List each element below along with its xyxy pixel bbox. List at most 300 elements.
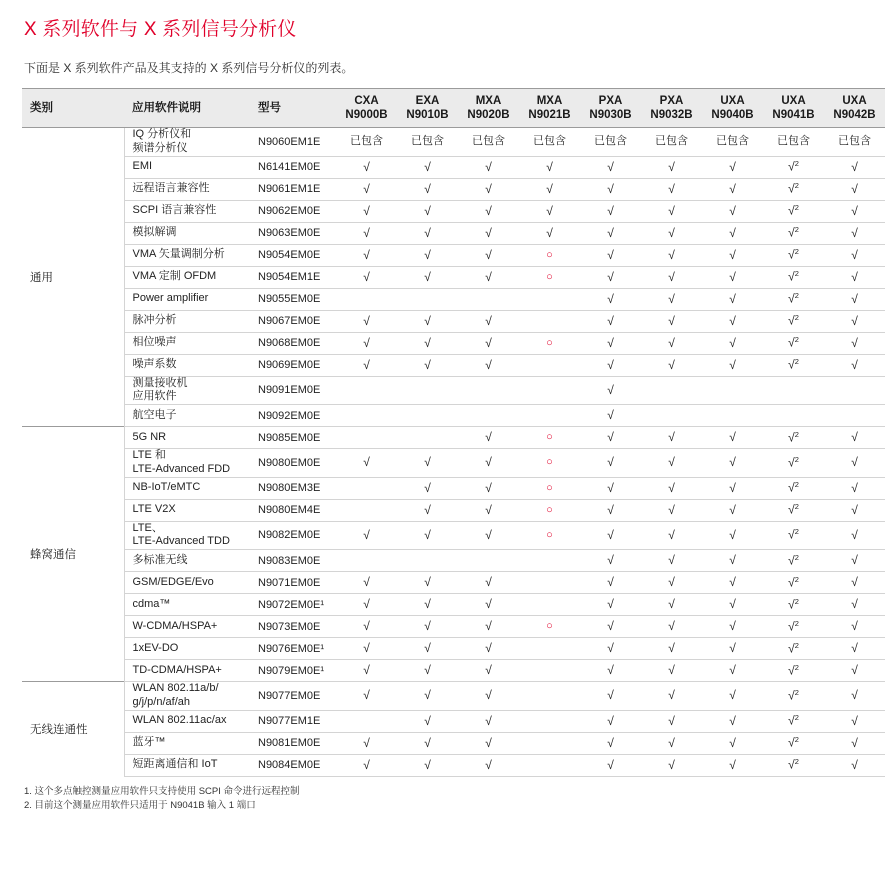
footnote-marker: 2	[794, 527, 799, 537]
support-cell	[824, 594, 885, 616]
support-cell	[580, 288, 641, 310]
footnote-marker: 2	[794, 313, 799, 323]
table-row	[22, 200, 885, 222]
support-cell	[702, 449, 763, 478]
support-cell	[763, 376, 824, 405]
instrument-family-5: PXA	[659, 94, 684, 107]
column-header-instrument-5	[641, 89, 702, 128]
check-icon: √	[424, 480, 431, 495]
check-icon: √	[424, 641, 431, 655]
check-icon: √	[788, 502, 795, 517]
support-cell	[336, 616, 397, 638]
included-label: 已包含	[472, 135, 505, 148]
column-header-model: 型号	[250, 89, 336, 128]
check-icon: √	[424, 619, 431, 633]
support-cell	[641, 405, 702, 427]
table-row	[22, 156, 885, 178]
support-cell	[824, 754, 885, 776]
support-cell	[397, 244, 458, 266]
description-cell: 短距离通信和 IoT	[124, 754, 250, 776]
check-icon: √	[729, 291, 736, 306]
support-cell	[702, 710, 763, 732]
table-row	[22, 477, 885, 499]
check-icon: √	[607, 203, 614, 218]
check-icon: √	[363, 181, 370, 196]
model-cell: N9068EM0E	[250, 332, 336, 354]
support-cell	[336, 178, 397, 200]
table-row	[22, 427, 885, 449]
support-cell	[336, 710, 397, 732]
check-icon: √	[788, 430, 795, 445]
check-icon: √	[788, 455, 795, 470]
check-icon: √	[363, 269, 370, 284]
support-cell	[458, 521, 519, 550]
footnote-marker: 2	[794, 181, 799, 191]
model-cell: N6141EM0E	[250, 156, 336, 178]
check-icon: √	[729, 757, 736, 772]
support-cell	[519, 660, 580, 682]
category-cell-2: 无线连通性	[22, 682, 124, 777]
check-icon: √	[607, 225, 614, 240]
support-cell	[580, 616, 641, 638]
description-cell: LTE V2X	[124, 499, 250, 521]
support-cell	[397, 376, 458, 405]
check-icon: √	[851, 225, 858, 240]
support-cell	[336, 128, 397, 157]
support-cell	[824, 288, 885, 310]
support-cell	[458, 354, 519, 376]
check-icon: √	[851, 597, 858, 611]
check-icon: √	[788, 597, 795, 612]
support-cell	[580, 178, 641, 200]
footnote-marker: 2	[794, 713, 799, 723]
model-cell: N9082EM0E	[250, 521, 336, 550]
check-icon: √	[485, 502, 492, 517]
support-cell	[458, 660, 519, 682]
support-cell	[763, 288, 824, 310]
check-icon: √	[788, 688, 795, 703]
table-row	[22, 266, 885, 288]
check-icon: √	[729, 553, 736, 567]
support-cell	[519, 244, 580, 266]
check-icon: √	[424, 502, 431, 517]
table-row	[22, 499, 885, 521]
check-icon: √	[668, 735, 675, 750]
instrument-family-2: MXA	[475, 94, 502, 107]
check-icon: √	[607, 335, 614, 350]
footnote-marker: 2	[794, 357, 799, 367]
description-cell: 脉冲分析	[124, 310, 250, 332]
check-icon: √	[668, 159, 675, 174]
support-cell	[641, 732, 702, 754]
check-icon: √	[668, 553, 675, 567]
support-cell	[702, 332, 763, 354]
support-cell	[397, 754, 458, 776]
support-cell	[580, 376, 641, 405]
check-icon: √	[788, 575, 795, 590]
support-cell	[641, 244, 702, 266]
check-icon: √	[363, 225, 370, 240]
check-icon: √	[607, 619, 614, 633]
check-icon: √	[424, 735, 431, 750]
support-cell	[763, 332, 824, 354]
check-icon: √	[485, 575, 492, 589]
support-cell	[580, 521, 641, 550]
support-cell	[519, 594, 580, 616]
support-cell	[641, 200, 702, 222]
support-cell	[519, 499, 580, 521]
support-cell	[824, 449, 885, 478]
support-cell	[763, 550, 824, 572]
check-icon: √	[607, 455, 614, 470]
support-cell	[641, 638, 702, 660]
support-cell	[702, 660, 763, 682]
instrument-family-1: EXA	[415, 94, 440, 107]
support-cell	[824, 128, 885, 157]
check-icon: √	[363, 203, 370, 218]
support-cell	[824, 732, 885, 754]
model-cell: N9092EM0E	[250, 405, 336, 427]
column-header-instrument-4	[580, 89, 641, 128]
check-icon: √	[485, 455, 492, 470]
check-icon: √	[546, 181, 553, 196]
support-cell	[824, 660, 885, 682]
description-cell: 模拟解调	[124, 222, 250, 244]
check-icon: √	[851, 527, 858, 542]
check-icon: √	[788, 663, 795, 678]
check-icon: √	[485, 641, 492, 655]
support-cell	[763, 521, 824, 550]
support-cell	[336, 156, 397, 178]
support-cell	[336, 376, 397, 405]
table-row	[22, 178, 885, 200]
check-icon: √	[424, 203, 431, 218]
support-cell	[763, 499, 824, 521]
document-page	[0, 14, 886, 896]
support-cell	[519, 266, 580, 288]
support-cell	[702, 354, 763, 376]
support-cell	[641, 521, 702, 550]
check-icon: √	[851, 247, 858, 262]
support-cell	[336, 427, 397, 449]
support-cell	[336, 222, 397, 244]
check-icon: √	[485, 527, 492, 542]
check-icon: √	[729, 713, 736, 728]
model-cell: N9062EM0E	[250, 200, 336, 222]
support-cell	[397, 660, 458, 682]
instrument-number-8: N9042B	[833, 109, 876, 121]
support-cell	[519, 288, 580, 310]
support-cell	[397, 521, 458, 550]
support-cell	[763, 477, 824, 499]
check-icon: √	[363, 313, 370, 328]
check-icon: √	[607, 430, 614, 444]
table-row	[22, 288, 885, 310]
software-compatibility-table	[22, 88, 885, 777]
description-cell: VMA 定制 OFDM	[124, 266, 250, 288]
check-icon: √	[607, 480, 614, 495]
support-cell	[458, 310, 519, 332]
support-cell	[519, 128, 580, 157]
circle-icon: ○	[546, 456, 553, 469]
support-cell	[519, 222, 580, 244]
support-cell	[458, 616, 519, 638]
check-icon: √	[851, 430, 858, 444]
support-cell	[702, 682, 763, 711]
support-cell	[702, 405, 763, 427]
check-icon: √	[851, 480, 858, 495]
support-cell	[580, 156, 641, 178]
description-cell: SCPI 语言兼容性	[124, 200, 250, 222]
check-icon: √	[788, 528, 795, 543]
check-icon: √	[788, 553, 795, 568]
support-cell	[580, 594, 641, 616]
check-icon: √	[668, 247, 675, 262]
support-cell	[824, 638, 885, 660]
check-icon: √	[607, 291, 614, 306]
support-cell	[763, 222, 824, 244]
table-row	[22, 354, 885, 376]
support-cell	[580, 332, 641, 354]
support-cell	[763, 754, 824, 776]
check-icon: √	[668, 313, 675, 328]
check-icon: √	[729, 247, 736, 262]
support-cell	[458, 754, 519, 776]
check-icon: √	[668, 688, 675, 703]
check-icon: √	[424, 313, 431, 328]
support-cell	[519, 354, 580, 376]
support-cell	[763, 354, 824, 376]
support-cell	[580, 682, 641, 711]
support-cell	[641, 332, 702, 354]
check-icon: √	[668, 713, 675, 728]
support-cell	[336, 499, 397, 521]
included-label: 已包含	[350, 135, 383, 148]
column-header-category: 类别	[22, 89, 124, 128]
support-cell	[702, 550, 763, 572]
check-icon: √	[363, 641, 370, 655]
support-cell	[458, 499, 519, 521]
check-icon: √	[788, 225, 795, 240]
included-label: 已包含	[716, 135, 749, 148]
support-cell	[824, 710, 885, 732]
instrument-number-4: N9030B	[589, 109, 632, 121]
support-cell	[397, 128, 458, 157]
support-cell	[336, 638, 397, 660]
support-cell	[336, 449, 397, 478]
support-cell	[458, 449, 519, 478]
support-cell	[580, 754, 641, 776]
check-icon: √	[668, 335, 675, 350]
footnote-marker: 2	[794, 291, 799, 301]
check-icon: √	[424, 527, 431, 542]
check-icon: √	[607, 408, 614, 422]
check-icon: √	[424, 181, 431, 196]
check-icon: √	[485, 430, 492, 444]
check-icon: √	[485, 203, 492, 218]
description-cell: 相位噪声	[124, 332, 250, 354]
support-cell	[580, 128, 641, 157]
support-cell	[580, 222, 641, 244]
description-cell: 5G NR	[124, 427, 250, 449]
model-cell: N9055EM0E	[250, 288, 336, 310]
check-icon: √	[788, 335, 795, 350]
check-icon: √	[363, 597, 370, 611]
support-cell	[580, 499, 641, 521]
check-icon: √	[424, 757, 431, 772]
support-cell	[641, 288, 702, 310]
support-cell	[519, 449, 580, 478]
check-icon: √	[485, 480, 492, 495]
support-cell	[397, 332, 458, 354]
circle-icon: ○	[546, 528, 553, 541]
check-icon: √	[851, 181, 858, 196]
support-cell	[580, 477, 641, 499]
support-cell	[397, 572, 458, 594]
table-row	[22, 594, 885, 616]
instrument-number-6: N9040B	[711, 109, 754, 121]
column-header-instrument-8	[824, 89, 885, 128]
check-icon: √	[729, 502, 736, 517]
check-icon: √	[851, 313, 858, 328]
check-icon: √	[607, 757, 614, 772]
footnote-marker: 2	[794, 502, 799, 512]
check-icon: √	[788, 181, 795, 196]
description-cell: 多标准无线	[124, 550, 250, 572]
support-cell	[763, 732, 824, 754]
included-label: 已包含	[411, 135, 444, 148]
circle-icon: ○	[546, 336, 553, 349]
support-cell	[458, 266, 519, 288]
description-cell: WLAN 802.11a/b/ g/j/p/n/af/ah	[124, 682, 250, 711]
support-cell	[763, 266, 824, 288]
support-cell	[641, 449, 702, 478]
check-icon: √	[485, 313, 492, 328]
instrument-family-6: UXA	[720, 94, 745, 107]
support-cell	[824, 405, 885, 427]
check-icon: √	[363, 575, 370, 589]
footnote-marker: 2	[794, 225, 799, 235]
support-cell	[580, 266, 641, 288]
support-cell	[580, 405, 641, 427]
support-cell	[763, 572, 824, 594]
check-icon: √	[851, 502, 858, 517]
support-cell	[824, 266, 885, 288]
model-cell: N9077EM1E	[250, 710, 336, 732]
check-icon: √	[729, 225, 736, 240]
support-cell	[641, 682, 702, 711]
description-cell: LTE 和 LTE-Advanced FDD	[124, 449, 250, 478]
check-icon: √	[729, 269, 736, 284]
support-cell	[458, 710, 519, 732]
support-cell	[519, 550, 580, 572]
support-cell	[458, 156, 519, 178]
footnote-marker: 2	[794, 574, 799, 584]
support-cell	[336, 732, 397, 754]
check-icon: √	[851, 575, 858, 589]
check-icon: √	[668, 357, 675, 372]
check-icon: √	[607, 181, 614, 196]
model-cell: N9085EM0E	[250, 427, 336, 449]
check-icon: √	[668, 663, 675, 677]
footnote-marker: 2	[794, 596, 799, 606]
support-cell	[763, 594, 824, 616]
included-label: 已包含	[594, 135, 627, 148]
instrument-number-0: N9000B	[345, 109, 388, 121]
support-cell	[580, 660, 641, 682]
check-icon: √	[729, 480, 736, 495]
check-icon: √	[729, 735, 736, 750]
instrument-family-0: CXA	[354, 94, 379, 107]
support-cell	[397, 499, 458, 521]
support-cell	[336, 660, 397, 682]
support-cell	[580, 200, 641, 222]
footnote-marker: 2	[794, 552, 799, 562]
check-icon: √	[729, 688, 736, 703]
support-cell	[702, 200, 763, 222]
table-body	[22, 128, 885, 777]
check-icon: √	[424, 713, 431, 728]
footnote-marker: 2	[794, 640, 799, 650]
check-icon: √	[363, 159, 370, 174]
table-row	[22, 449, 885, 478]
table-header	[22, 89, 885, 128]
support-cell	[397, 288, 458, 310]
check-icon: √	[363, 688, 370, 703]
footnote-marker: 2	[794, 159, 799, 169]
description-cell: 噪声系数	[124, 354, 250, 376]
support-cell	[458, 222, 519, 244]
check-icon: √	[485, 757, 492, 772]
support-cell	[641, 616, 702, 638]
check-icon: √	[363, 757, 370, 772]
support-cell	[824, 376, 885, 405]
table-row	[22, 405, 885, 427]
check-icon: √	[729, 313, 736, 328]
check-icon: √	[851, 269, 858, 284]
support-cell	[824, 682, 885, 711]
check-icon: √	[668, 757, 675, 772]
model-cell: N9084EM0E	[250, 754, 336, 776]
support-cell	[641, 550, 702, 572]
check-icon: √	[729, 430, 736, 444]
support-cell	[580, 550, 641, 572]
support-cell	[458, 178, 519, 200]
check-icon: √	[546, 159, 553, 174]
check-icon: √	[363, 335, 370, 350]
support-cell	[641, 310, 702, 332]
support-cell	[336, 266, 397, 288]
support-cell	[763, 427, 824, 449]
support-cell	[702, 156, 763, 178]
support-cell	[336, 200, 397, 222]
support-cell	[458, 332, 519, 354]
support-cell	[763, 449, 824, 478]
support-cell	[336, 354, 397, 376]
footnote-marker: 2	[794, 480, 799, 490]
check-icon: √	[668, 641, 675, 655]
table-row	[22, 572, 885, 594]
category-cell-1: 蜂窝通信	[22, 427, 124, 682]
support-cell	[458, 405, 519, 427]
check-icon: √	[607, 575, 614, 589]
support-cell	[702, 310, 763, 332]
column-header-instrument-7	[763, 89, 824, 128]
check-icon: √	[363, 735, 370, 750]
support-cell	[336, 572, 397, 594]
support-cell	[336, 332, 397, 354]
support-cell	[458, 572, 519, 594]
